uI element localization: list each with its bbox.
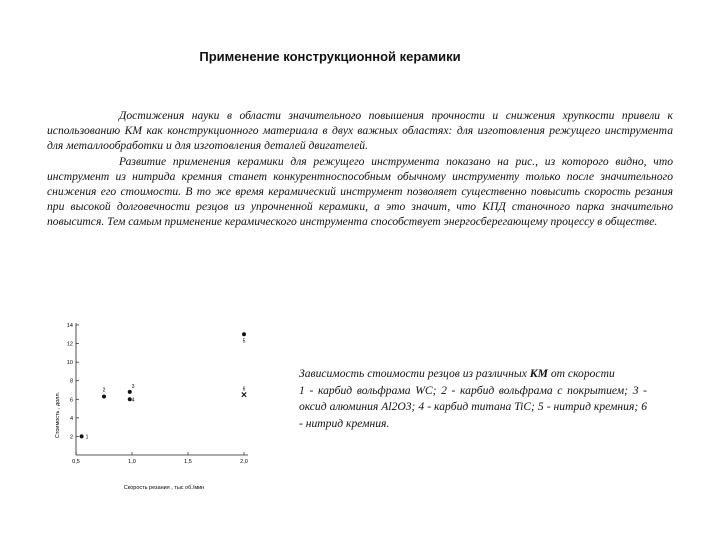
- data-point-1: [80, 434, 84, 438]
- chart-svg: [44, 315, 258, 495]
- data-point-5: [242, 332, 246, 336]
- caption-title-after: от скорости: [547, 367, 615, 380]
- y-tick-label: 4: [69, 415, 73, 422]
- data-label-2: 2: [102, 387, 106, 394]
- caption-title-before: Зависимость стоимости резцов из различных: [299, 367, 530, 380]
- data-point-3: [128, 390, 132, 394]
- caption-legend: 1 - карбид вольфрама WC; 2 - карбид вольфрама с покрытием; 3 - оксид алюминия Al2O3; 4 - карбид титана TiC; 5 - нитрид кремния; 6 - нитрид кремния.: [299, 383, 647, 430]
- data-point-6: [242, 392, 246, 396]
- data-label-1: 1: [85, 434, 89, 441]
- x-tick-label: 2,0: [240, 459, 248, 465]
- y-tick-label: 6: [69, 397, 73, 404]
- y-tick-label: 8: [69, 378, 73, 385]
- y-tick-label: 14: [66, 323, 73, 329]
- caption-title-km: КМ: [529, 367, 548, 380]
- x-tick-label: 0,5: [72, 459, 80, 465]
- caption-title: [299, 366, 647, 383]
- y-tick-label: 2: [69, 434, 73, 441]
- y-axis-label: Стоимость , долл.: [55, 391, 61, 439]
- page-title: Применение конструкционной керамики: [199, 49, 461, 64]
- data-label-3: 3: [131, 383, 135, 390]
- y-tick-label: 12: [66, 341, 73, 348]
- data-label-6: 6: [242, 386, 246, 393]
- data-label-5: 5: [242, 338, 246, 345]
- body-text: [47, 108, 673, 230]
- x-axis-label: Скорость резания , тыс об./мин: [123, 485, 205, 491]
- paragraph-1: Достижения науки в области значительного повышения прочности и снижения хрупкости привели к использованию КМ как конструкционного материала в двух важных областях: для изготовления режущего инструмента для металлообработки и для изготовления деталей двигателей.: [47, 109, 673, 153]
- figure-caption: [299, 366, 647, 432]
- chart-points: [80, 332, 247, 440]
- data-point-2: [102, 395, 106, 399]
- x-tick-label: 1,0: [128, 459, 136, 465]
- paragraph-2: Развитие применения керамики для режущего инструмента показано на рис., из которого видно, что инструмент из нитрида кремния станет конкурентноспособным обычному инструменту только после значительного снижения его стоимости. В то же время керамический инструмент позволяет существенно повысить скорость резания при высокой долговечности резцов из упрочненной керамики, а это значит, что КПД станочного парка значительно повысится. Тем самым применение керамического инструмента способствует энергосберегающему процессу в обществе.: [47, 154, 673, 229]
- data-label-4: 4: [131, 397, 135, 404]
- cost-speed-chart: [44, 315, 258, 495]
- x-tick-label: 1,5: [184, 459, 192, 465]
- chart-ticks: [67, 323, 248, 465]
- y-tick-label: 10: [66, 360, 73, 367]
